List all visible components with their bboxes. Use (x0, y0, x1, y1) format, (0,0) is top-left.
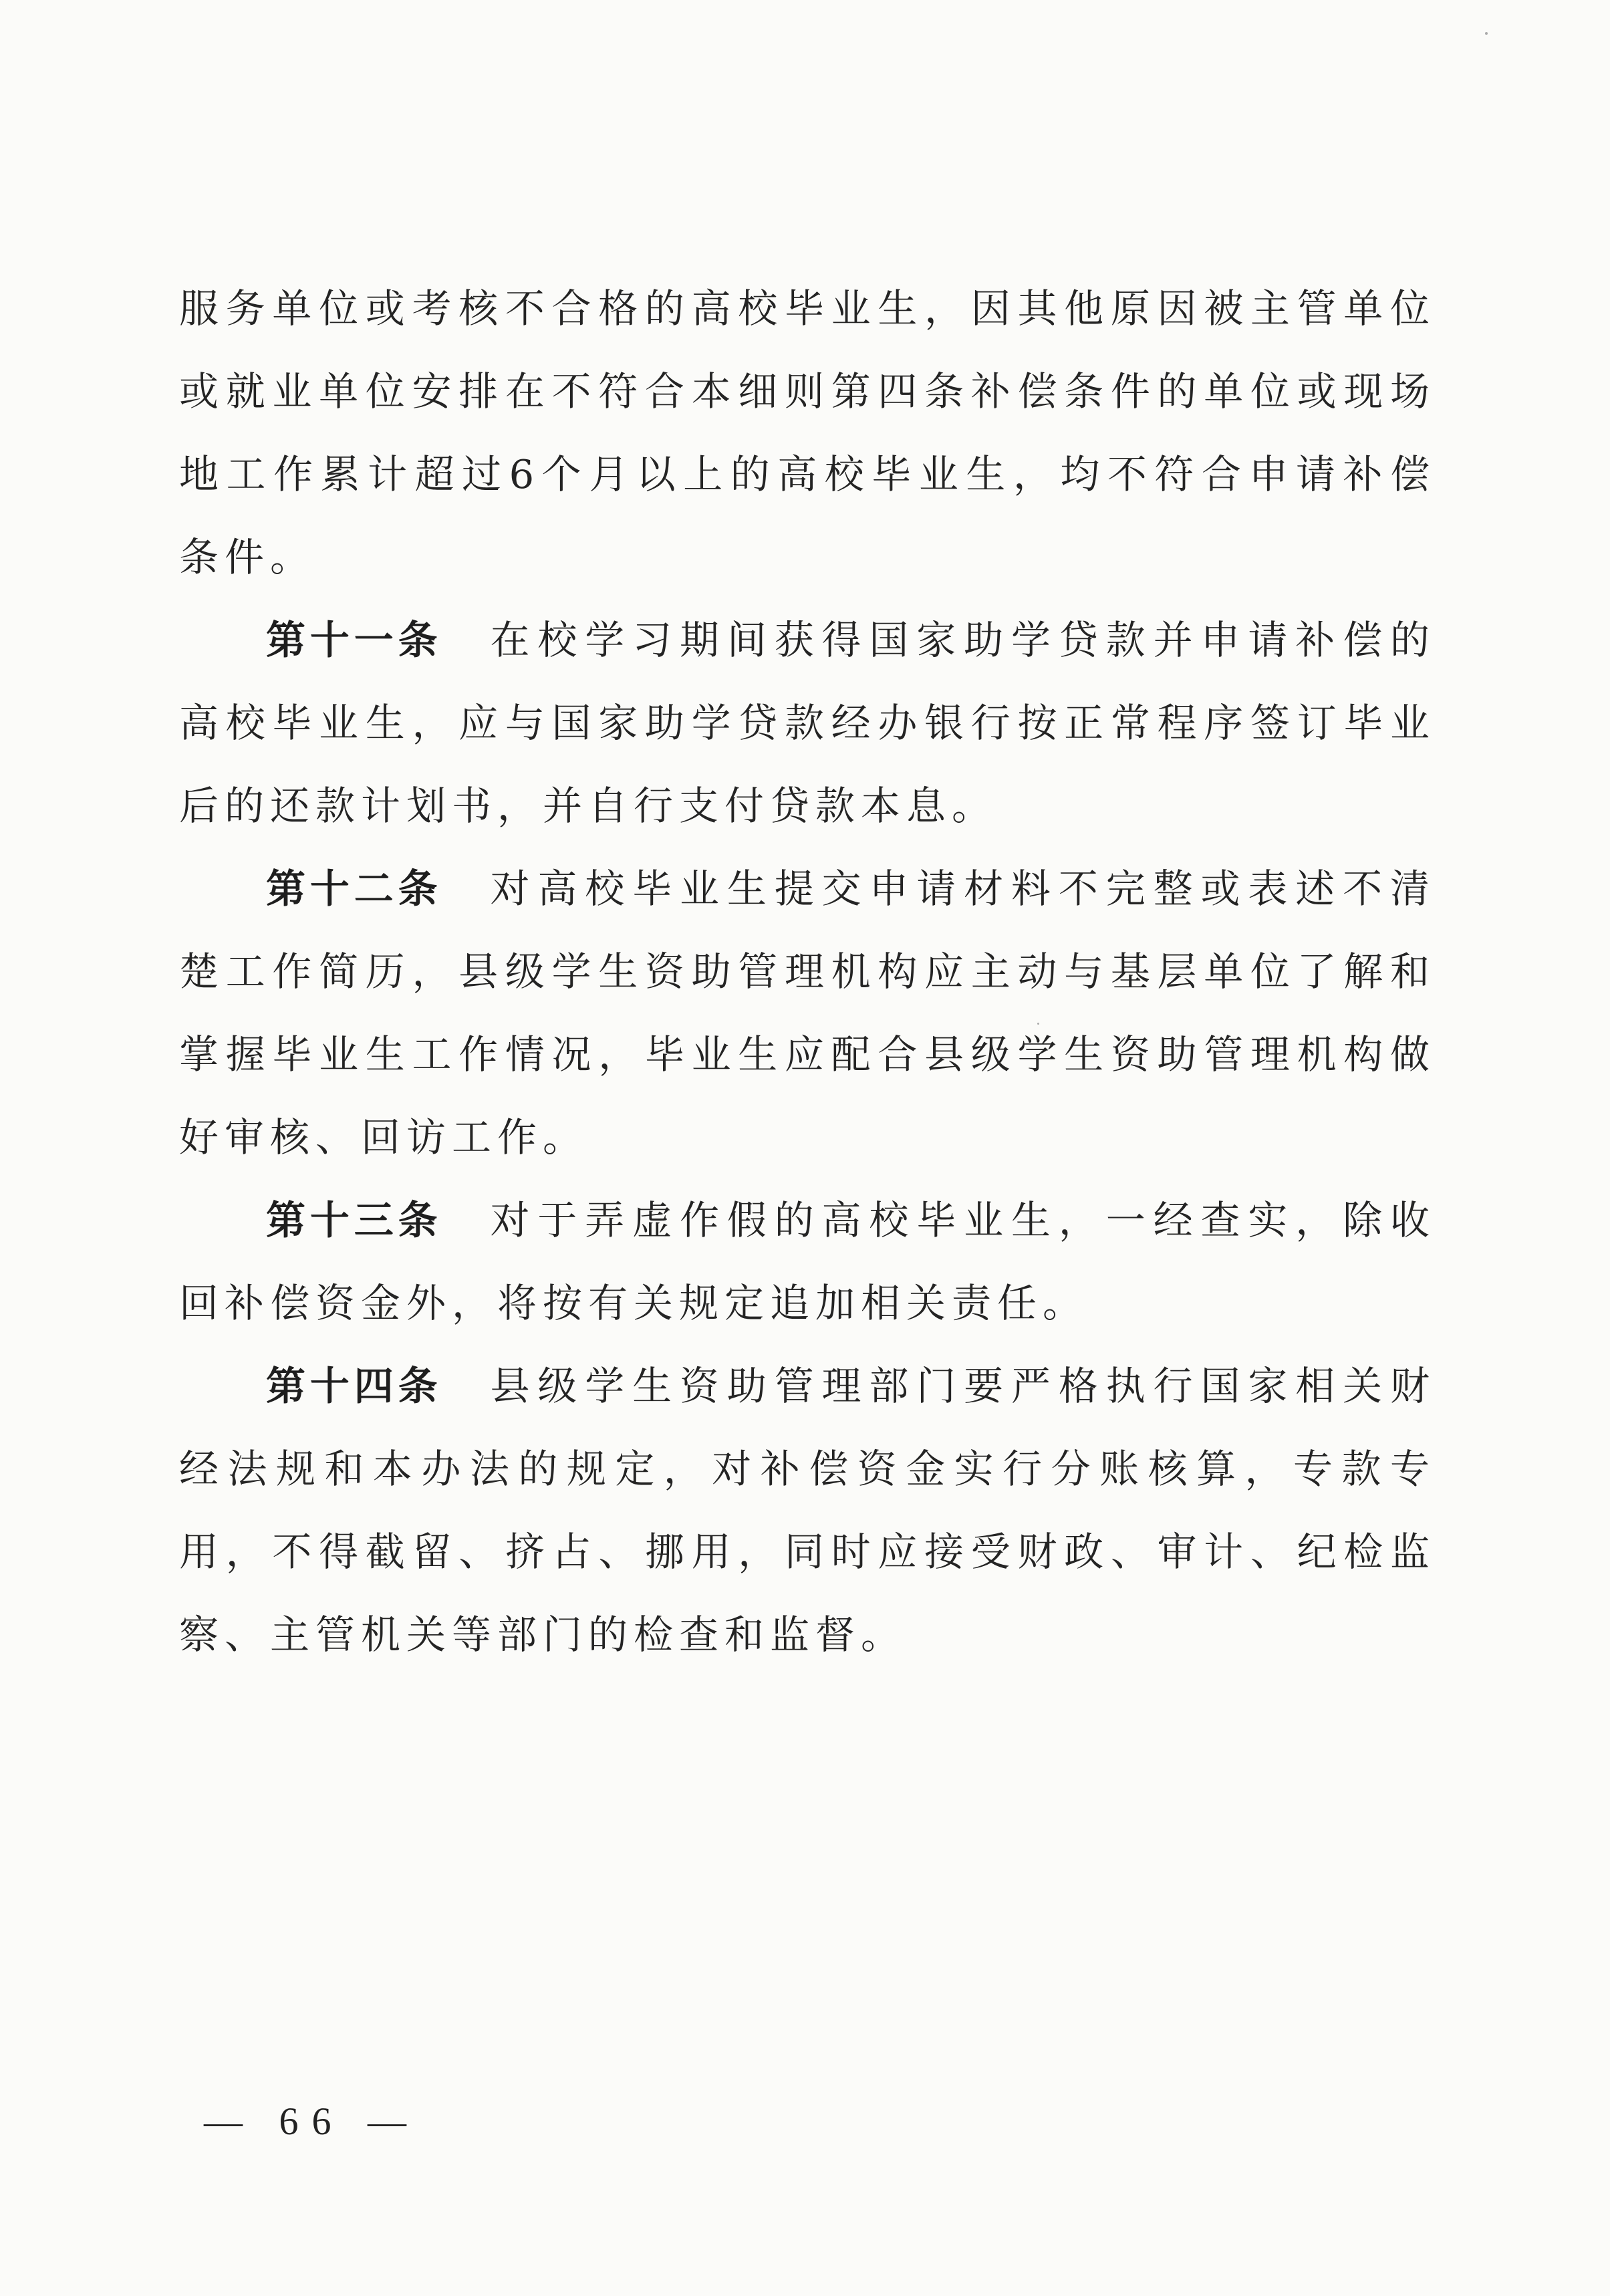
article-11 (179, 599, 1436, 848)
article-12-title: 第十二条 (266, 866, 442, 912)
article-11-text: 在校学习期间获得国家助学贷款并申请补偿的高校毕业生，应与国家助学贷款经办银行按正常程序签订毕业后的还款计划书，并自行支付贷款本息。 (179, 617, 1436, 829)
document-body (179, 267, 1436, 1676)
article-11-title: 第十一条 (266, 617, 442, 663)
article-13-title: 第十三条 (266, 1197, 442, 1243)
article-12 (179, 848, 1436, 1179)
article-12-text: 对高校毕业生提交申请材料不完整或表述不清楚工作简历，县级学生资助管理机构应主动与基层单位了解和掌握毕业生工作情况，毕业生应配合县级学生资助管理机构做好审核、回访工作。 (179, 866, 1436, 1160)
article-14-text: 县级学生资助管理部门要严格执行国家相关财经法规和本办法的规定，对补偿资金实行分账核算，专款专用，不得截留、挤占、挪用，同时应接受财政、审计、纪检监察、主管机关等部门的检查和监督。 (179, 1363, 1436, 1658)
article-14-title: 第十四条 (266, 1363, 442, 1409)
scan-speck (1485, 32, 1488, 35)
page-number: — 66 — (204, 2099, 420, 2143)
continuation-paragraph: 服务单位或考核不合格的高校毕业生，因其他原因被主管单位或就业单位安排在不符合本细则第四条补偿条件的单位或现场地工作累计超过6个月以上的高校毕业生，均不符合申请补偿条件。 (179, 285, 1436, 580)
article-14 (179, 1345, 1436, 1676)
article-13 (179, 1179, 1436, 1345)
article-13-text: 对于弄虚作假的高校毕业生，一经查实，除收回补偿资金外，将按有关规定追加相关责任。 (179, 1197, 1436, 1326)
